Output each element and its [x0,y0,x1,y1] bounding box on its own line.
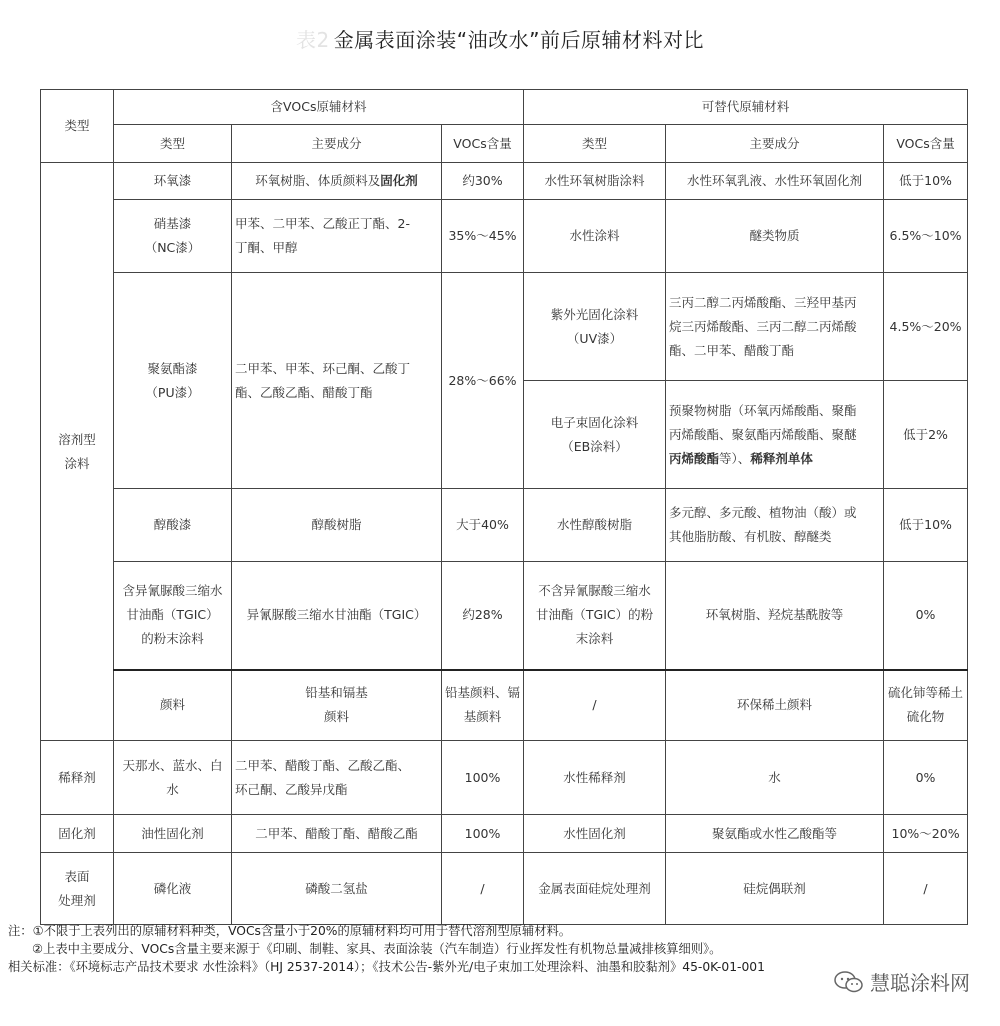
wechat-icon [834,971,864,993]
cell-comp: 铅基颜料、镉基颜料 [442,670,524,741]
category-pigment: 颜料 [114,670,232,741]
cell-alt-comp: 硫化铈等稀土硫化物 [884,670,968,741]
table-row [41,562,968,670]
cell-comp: 二甲苯、醋酸丁酯、醋酸乙酯 [232,815,442,853]
header-voc-group: 含VOCs原辅材料 [114,90,524,125]
cell-alt-comp: 硅烷偶联剂 [666,853,884,925]
table-row [41,273,968,381]
cell-comp: 异氰脲酸三缩水甘油酯（TGIC） [232,562,442,670]
cell-alt-voc: 0% [884,562,968,670]
cell-comp: 醇酸树脂 [232,489,442,562]
cell-comp: 二甲苯、醋酸丁酯、乙酸乙酯、 环己酮、乙酸异戊酯 [232,741,442,815]
cell-type: 天那水、蓝水、白 水 [114,741,232,815]
cell-comp: 磷酸二氢盐 [232,853,442,925]
cell-alt-type: 水性稀释剂 [524,741,666,815]
table-row [41,853,968,925]
cell-voc: / [442,853,524,925]
cell-alt-voc: 低于10% [884,489,968,562]
header-type: 类型 [41,90,114,163]
cell-alt-comp: 醚类物质 [666,200,884,273]
cell-alt-type: 紫外光固化涂料 （UV漆） [524,273,666,381]
cell-alt-comp: 多元醇、多元酸、植物油（酸）或 其他脂肪酸、有机胺、醇醚类 [666,489,884,562]
table-row [41,670,968,741]
header-sub-comp-alt: 主要成分 [666,125,884,163]
table-row [41,741,968,815]
cell-type: 硝基漆 （NC漆） [114,200,232,273]
cell-type: 磷化液 [114,853,232,925]
cell-alt-type: 不含异氰脲酸三缩水 甘油酯（TGIC）的粉 末涂料 [524,562,666,670]
note-2: ②上表中主要成分、VOCs含量主要来源于《印刷、制鞋、家具、表面涂装（汽车制造）行业挥发性有机物总量减排核算细则》。 [32,942,722,956]
cell-alt-voc: 低于10% [884,163,968,200]
cell-alt-voc: 0% [884,741,968,815]
header-sub-type: 类型 [114,125,232,163]
category-curing: 固化剂 [41,815,114,853]
cell-voc: / [524,670,666,741]
cell-type: 醇酸漆 [114,489,232,562]
header-sub-comp: 主要成分 [232,125,442,163]
cell-voc: 约30% [442,163,524,200]
header-sub-voc: VOCs含量 [442,125,524,163]
cell-alt-type: 水性环氧树脂涂料 [524,163,666,200]
cell-comp: 二甲苯、甲苯、环己酮、乙酸丁 酯、乙酸乙酯、醋酸丁酯 [232,273,442,489]
cell-alt-voc: 低于2% [884,381,968,489]
cell-type: 含异氰脲酸三缩水 甘油酯（TGIC） 的粉末涂料 [114,562,232,670]
page-title [0,24,1000,53]
watermark [834,967,970,996]
category-surface: 表面 处理剂 [41,853,114,925]
cell-type: 环氧漆 [114,163,232,200]
title-prefix: 表2 [296,28,330,52]
cell-voc: 35%～45% [442,200,524,273]
cell-alt-comp: 水性环氧乳液、水性环氧固化剂 [666,163,884,200]
cell-alt-comp: 三丙二醇二丙烯酸酯、三羟甲基丙 烷三丙烯酸酯、三丙二醇二丙烯酸 酯、二甲苯、醋酸丁酯 [666,273,884,381]
table-row [41,163,968,200]
cell-alt-type: 水性涂料 [524,200,666,273]
cell-voc: 约28% [442,562,524,670]
cell-alt-voc: 6.5%～10% [884,200,968,273]
cell-voc: 100% [442,741,524,815]
cell-alt-comp: 聚氨酯或水性乙酸酯等 [666,815,884,853]
note-standards: 相关标准：《环境标志产品技术要求 水性涂料》（HJ 2537-2014）；《技术公告-紫外光/电子束加工处理涂料、油墨和胶黏剂》45-0K-01-001 [8,960,765,974]
cell-comp: 环氧树脂、体质颜料及固化剂 [232,163,442,200]
table-row [41,489,968,562]
header-sub-voc-alt: VOCs含量 [884,125,968,163]
cell-alt-type: 水性固化剂 [524,815,666,853]
header-sub-type-alt: 类型 [524,125,666,163]
cell-alt-voc: 10%～20% [884,815,968,853]
table-row [41,200,968,273]
cell-alt-type: 金属表面硅烷处理剂 [524,853,666,925]
title-text: 金属表面涂装“油改水”前后原辅材料对比 [333,28,704,52]
cell-alt-type: 水性醇酸树脂 [524,489,666,562]
category-solvent: 溶剂型 涂料 [41,163,114,741]
cell-alt-comp: 预聚物树脂（环氧丙烯酸酯、聚酯 丙烯酸酯、聚氨酯丙烯酸酯、聚醚 丙烯酸酯等）、稀释剂单体 [666,381,884,489]
note-1: 注：①不限于上表列出的原辅材料种类，VOCs含量小于20%的原辅材料均可用于替代溶剂型原辅材料。 [8,924,572,938]
cell-alt-type: 环保稀土颜料 [666,670,884,741]
cell-voc: 100% [442,815,524,853]
comparison-table [40,89,968,925]
watermark-text: 慧聪涂料网 [870,971,970,995]
cell-alt-voc: / [884,853,968,925]
cell-type: 聚氨酯漆 （PU漆） [114,273,232,489]
cell-alt-voc: 4.5%～20% [884,273,968,381]
cell-voc: 28%～66% [442,273,524,489]
cell-type: 油性固化剂 [114,815,232,853]
cell-comp: 甲苯、二甲苯、乙酸正丁酯、2- 丁酮、甲醇 [232,200,442,273]
table-row [41,815,968,853]
cell-voc: 大于40% [442,489,524,562]
header-alt-group: 可替代原辅材料 [524,90,968,125]
cell-alt-type: 电子束固化涂料 （EB涂料） [524,381,666,489]
cell-alt-comp: 环氧树脂、羟烷基酰胺等 [666,562,884,670]
cell-alt-comp: 水 [666,741,884,815]
cell-type: 铅基和镉基 颜料 [232,670,442,741]
category-diluent: 稀释剂 [41,741,114,815]
